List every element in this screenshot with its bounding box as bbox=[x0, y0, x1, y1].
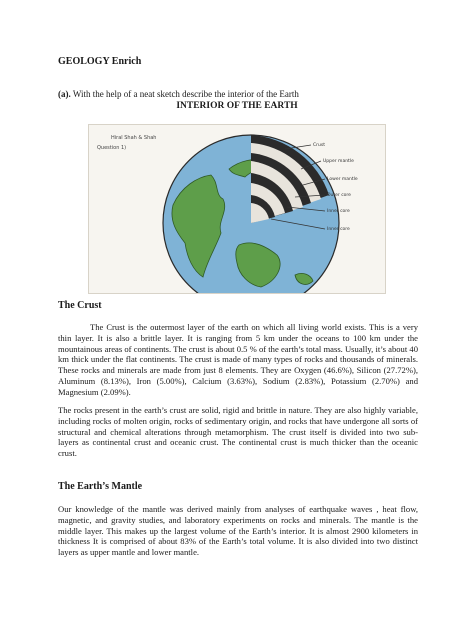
question-text: With the help of a neat sketch describe the interior of the Earth bbox=[70, 89, 299, 99]
label-inner-core: Inner core bbox=[327, 209, 350, 214]
crust-paragraph-2: The rocks present in the earth’s crust are solid, rigid and brittle in nature. They are also highly variable, including rocks of molten origin, rocks of sedimentary origin, and rocks that have undergone all sorts of structural and chemical alterations through metamorphism. The crust itself is divided into two sub-layers as continental crust and oceanic crust. The continental crust is much thicker than the oceanic crust. bbox=[58, 405, 418, 459]
sketch-header-line-2: Question 1) bbox=[97, 145, 127, 151]
question bbox=[58, 89, 299, 99]
label-crust: Crust bbox=[313, 143, 325, 148]
mantle-paragraph-1: Our knowledge of the mantle was derived mainly from analyses of earthquake waves , heat flow, magnetic, and gravity studies, and laboratory experiments on rocks and minerals. The mantle is the middle layer. This makes up the largest volume of the Earth’s interior. It is almost 2900 kilometers in thickness It is comprised of about 83% of the Earth’s total volume. It is also divided into two distinct layers as upper mantle and lower mantle. bbox=[58, 504, 418, 558]
mantle-heading: The Earth’s Mantle bbox=[58, 481, 143, 492]
label-upper-mantle: Upper mantle bbox=[323, 159, 354, 164]
label-inner-core-2: Inner core bbox=[327, 227, 350, 232]
sketch-header-line-1: Hiral Shah & Shah bbox=[111, 135, 157, 141]
label-lower-mantle: Lower mantle bbox=[327, 177, 358, 182]
earth-sketch-svg bbox=[89, 125, 385, 293]
crust-heading: The Crust bbox=[58, 300, 102, 311]
label-outer-core: Outer core bbox=[327, 193, 351, 198]
document-title: GEOLOGY Enrich bbox=[58, 56, 142, 67]
crust-paragraph-1: The Crust is the outermost layer of the earth on which all living world exists. This is a very thin layer. It is also a brittle layer. It is ranging from 5 km under the oceans to 100 km under the mountainous areas of continents. The crust is about 0.5 % of the earth’s total mass. Usually, it’s about 40 km thick under the flat continents. The crust is made of many types of rocks and thousands of minerals. These rocks and minerals are made from just 8 elements. They are Oxygen (46.6%), Silicon (27.72%), Aluminum (8.13%), Iron (5.00%), Calcium (3.63%), Sodium (2.83%), Potassium (2.70%) and Magnesium (2.09%). bbox=[58, 322, 418, 397]
question-label: (a). bbox=[58, 89, 71, 99]
earth-interior-sketch bbox=[88, 124, 386, 294]
figure-title: INTERIOR OF THE EARTH bbox=[176, 101, 298, 111]
